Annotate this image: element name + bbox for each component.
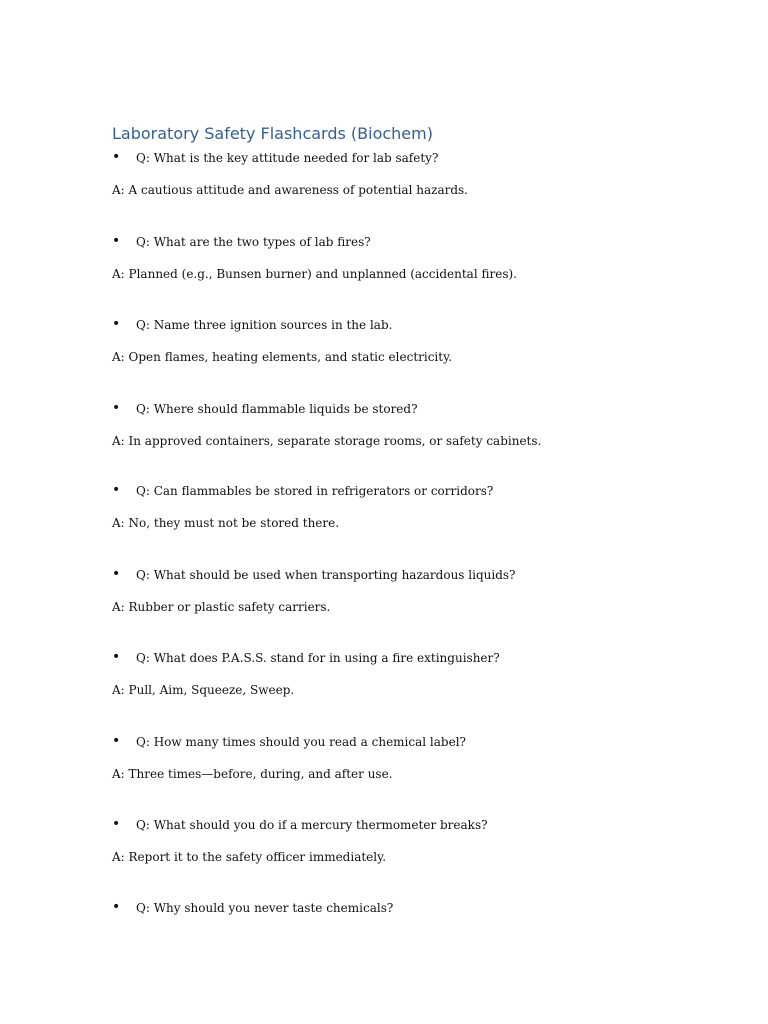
bullet-icon: • <box>112 899 121 915</box>
question-text: Q: How many times should you read a chemical label? <box>136 735 466 749</box>
bullet-icon: • <box>112 733 121 749</box>
question-text: Q: What should you do if a mercury thermometer breaks? <box>136 818 488 832</box>
question-text: Q: Name three ignition sources in the lab. <box>136 318 393 332</box>
bullet-icon: • <box>112 149 121 165</box>
question-text: Q: What are the two types of lab fires? <box>136 235 371 249</box>
question-text: Q: What is the key attitude needed for lab safety? <box>136 151 439 165</box>
question-text: Q: What should be used when transporting hazardous liquids? <box>136 568 516 582</box>
flashcard-answer: A: Planned (e.g., Bunsen burner) and unplanned (accidental fires). <box>112 267 517 281</box>
bullet-icon: • <box>112 482 121 498</box>
bullet-icon: • <box>112 400 121 416</box>
bullet-icon: • <box>112 649 121 665</box>
bullet-icon: • <box>112 566 121 582</box>
bullet-icon: • <box>112 816 121 832</box>
flashcard-answer: A: Pull, Aim, Squeeze, Sweep. <box>112 683 295 697</box>
question-text: Q: What does P.A.S.S. stand for in using a fire extinguisher? <box>136 651 500 665</box>
flashcard-answer: A: Three times—before, during, and after use. <box>112 767 393 781</box>
flashcard-answer: A: Open flames, heating elements, and static electricity. <box>112 350 453 364</box>
question-text: Q: Why should you never taste chemicals? <box>136 901 394 915</box>
bullet-icon: • <box>112 316 121 332</box>
question-text: Q: Where should flammable liquids be stored? <box>136 402 418 416</box>
flashcard-answer: A: No, they must not be stored there. <box>112 516 340 530</box>
bullet-icon: • <box>112 233 121 249</box>
flashcard-answer: A: A cautious attitude and awareness of potential hazards. <box>112 183 468 197</box>
document-title: Laboratory Safety Flashcards (Biochem) <box>112 124 433 143</box>
flashcard-answer: A: Report it to the safety officer immediately. <box>112 850 387 864</box>
question-text: Q: Can flammables be stored in refrigerators or corridors? <box>136 484 494 498</box>
flashcard-answer: A: In approved containers, separate storage rooms, or safety cabinets. <box>112 434 542 448</box>
flashcard-answer: A: Rubber or plastic safety carriers. <box>112 600 331 614</box>
